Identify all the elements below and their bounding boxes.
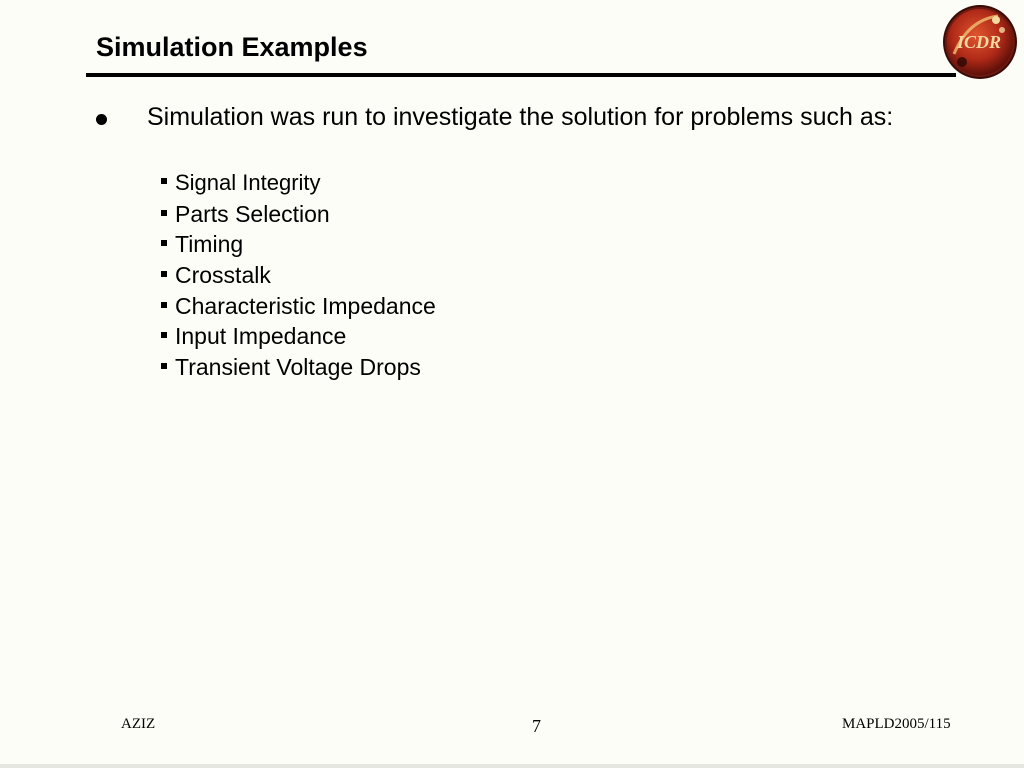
sub-bullet-item bbox=[161, 168, 436, 199]
slide-title: Simulation Examples bbox=[96, 32, 368, 62]
sub-bullet-text: Parts Selection bbox=[175, 200, 330, 227]
sub-bullet-text: Characteristic Impedance bbox=[175, 292, 436, 319]
sub-bullet-item bbox=[161, 199, 436, 230]
title-underline bbox=[86, 73, 956, 77]
main-bullet-text: Simulation was run to investigate the solution for problems such as: bbox=[147, 103, 894, 131]
bullet-dot-icon bbox=[96, 114, 107, 125]
square-bullet-icon bbox=[161, 178, 167, 184]
bottom-strip bbox=[0, 764, 1024, 768]
sub-bullet-item bbox=[161, 229, 436, 260]
footer-author: AZIZ bbox=[121, 716, 156, 732]
footer-reference: MAPLD2005/115 bbox=[842, 716, 951, 732]
square-bullet-icon bbox=[161, 271, 167, 277]
sub-bullet-item bbox=[161, 352, 436, 383]
sub-bullet-item bbox=[161, 321, 436, 352]
sub-bullet-list bbox=[161, 168, 436, 383]
sub-bullet-text: Signal Integrity bbox=[175, 170, 321, 195]
square-bullet-icon bbox=[161, 363, 167, 369]
square-bullet-icon bbox=[161, 302, 167, 308]
footer-page-number: 7 bbox=[532, 716, 541, 736]
sub-bullet-text: Crosstalk bbox=[175, 262, 271, 289]
icdr-logo-icon bbox=[940, 2, 1020, 82]
sub-bullet-item bbox=[161, 291, 436, 322]
square-bullet-icon bbox=[161, 210, 167, 216]
sub-bullet-text: Input Impedance bbox=[175, 323, 347, 350]
sub-bullet-text: Timing bbox=[175, 231, 244, 258]
square-bullet-icon bbox=[161, 240, 167, 246]
logo-text: ICDR bbox=[956, 32, 1002, 52]
sub-bullet-item bbox=[161, 260, 436, 291]
logo bbox=[940, 2, 1020, 82]
square-bullet-icon bbox=[161, 332, 167, 338]
sub-bullet-text: Transient Voltage Drops bbox=[175, 354, 421, 381]
